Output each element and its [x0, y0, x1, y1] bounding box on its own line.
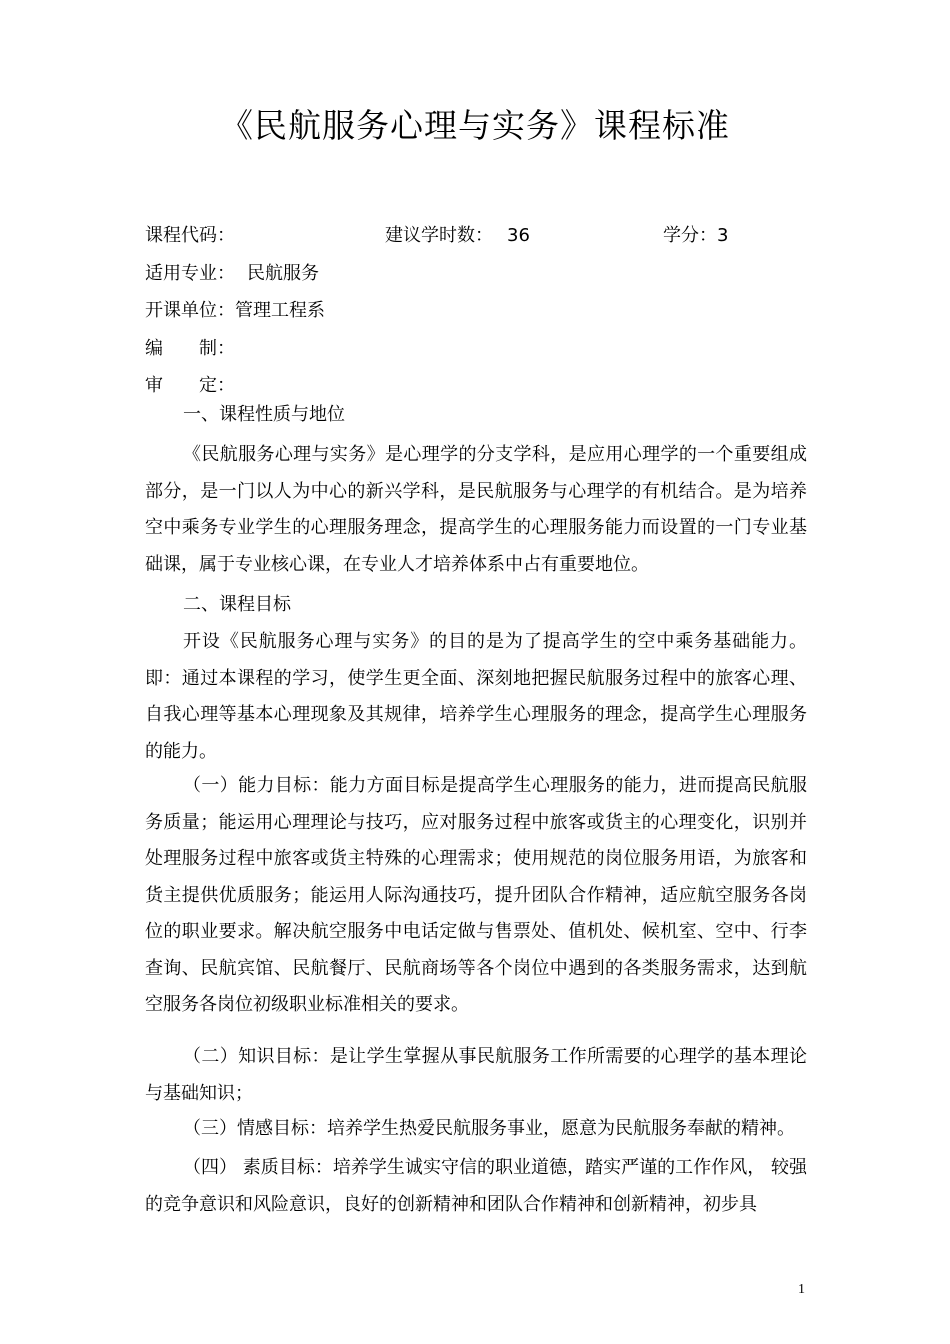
emotion-goal-paragraph: （三）情感目标：培养学生热爱民航服务事业，愿意为民航服务奉献的精神。	[183, 1118, 795, 1139]
page-number: 1	[798, 1282, 805, 1297]
ability-goal-paragraph: （一）能力目标：能力方面目标是提高学生心理服务的能力，进而提高民航服务质量；能运用心理理论与技巧，应对服务过程中旅客或货主的心理变化，识别并处理服务过程中旅客或货主特殊的心理需求；使用规范的岗位服务用语，为旅客和货主提供优质服务；能运用人际沟通技巧，提升团队合作精神，适应航空服务各岗位的职业要求。解决航空服务中电话定做与售票处、值机处、候机室、空中、行李查询、民航宾馆、民航餐厅、民航商场等各个岗位中遇到的各类服务需求，达到航空服务各岗位初级职业标准相关的要求。	[145, 775, 807, 1015]
department-row	[145, 296, 325, 322]
section2-heading: 二、课程目标	[183, 594, 291, 615]
department-label: 开课单位：	[145, 300, 235, 321]
department-value: 管理工程系	[235, 300, 325, 321]
quality-goal-paragraph: （四） 素质目标：培养学生诚实守信的职业道德，踏实严谨的工作作风， 较强的竞争意识和风险意识，良好的创新精神和团队合作精神和创新精神，初步具	[145, 1157, 807, 1215]
hours-value: 36	[507, 225, 530, 246]
major-row	[145, 259, 319, 285]
document-title: 《民航服务心理与实务》课程标准	[220, 106, 730, 145]
knowledge-goal-paragraph: （二）知识目标：是让学生掌握从事民航服务工作所需要的心理学的基本理论与基础知识；	[145, 1046, 807, 1104]
section2-paragraph: 开设《民航服务心理与实务》的目的是为了提高学生的空中乘务基础能力。即：通过本课程的学习，使学生更全面、深刻地把握民航服务过程中的旅客心理、自我心理等基本心理现象及其规律，培养学生心理服务的理念，提高学生心理服务的能力。	[145, 631, 807, 762]
section1-heading: 一、课程性质与地位	[183, 404, 345, 425]
reviewer-row	[145, 371, 235, 397]
hours-row	[385, 221, 530, 247]
course-code-row	[145, 221, 239, 247]
author-label: 编 制：	[145, 338, 235, 359]
author-row	[145, 334, 235, 360]
course-code-label: 课程代码：	[145, 225, 235, 246]
major-label: 适用专业：	[145, 263, 235, 284]
credits-row	[663, 221, 728, 247]
major-value: 民航服务	[247, 263, 319, 284]
reviewer-label: 审 定：	[145, 375, 235, 396]
section1-paragraph: 《民航服务心理与实务》是心理学的分支学科，是应用心理学的一个重要组成部分，是一门以人为中心的新兴学科，是民航服务与心理学的有机结合。是为培养空中乘务专业学生的心理服务理念，提高学生的心理服务能力而设置的一门专业基础课，属于专业核心课，在专业人才培养体系中占有重要地位。	[145, 444, 807, 575]
credits-label: 学分：	[663, 225, 717, 246]
hours-label: 建议学时数：	[385, 225, 493, 246]
credits-value: 3	[717, 225, 729, 246]
